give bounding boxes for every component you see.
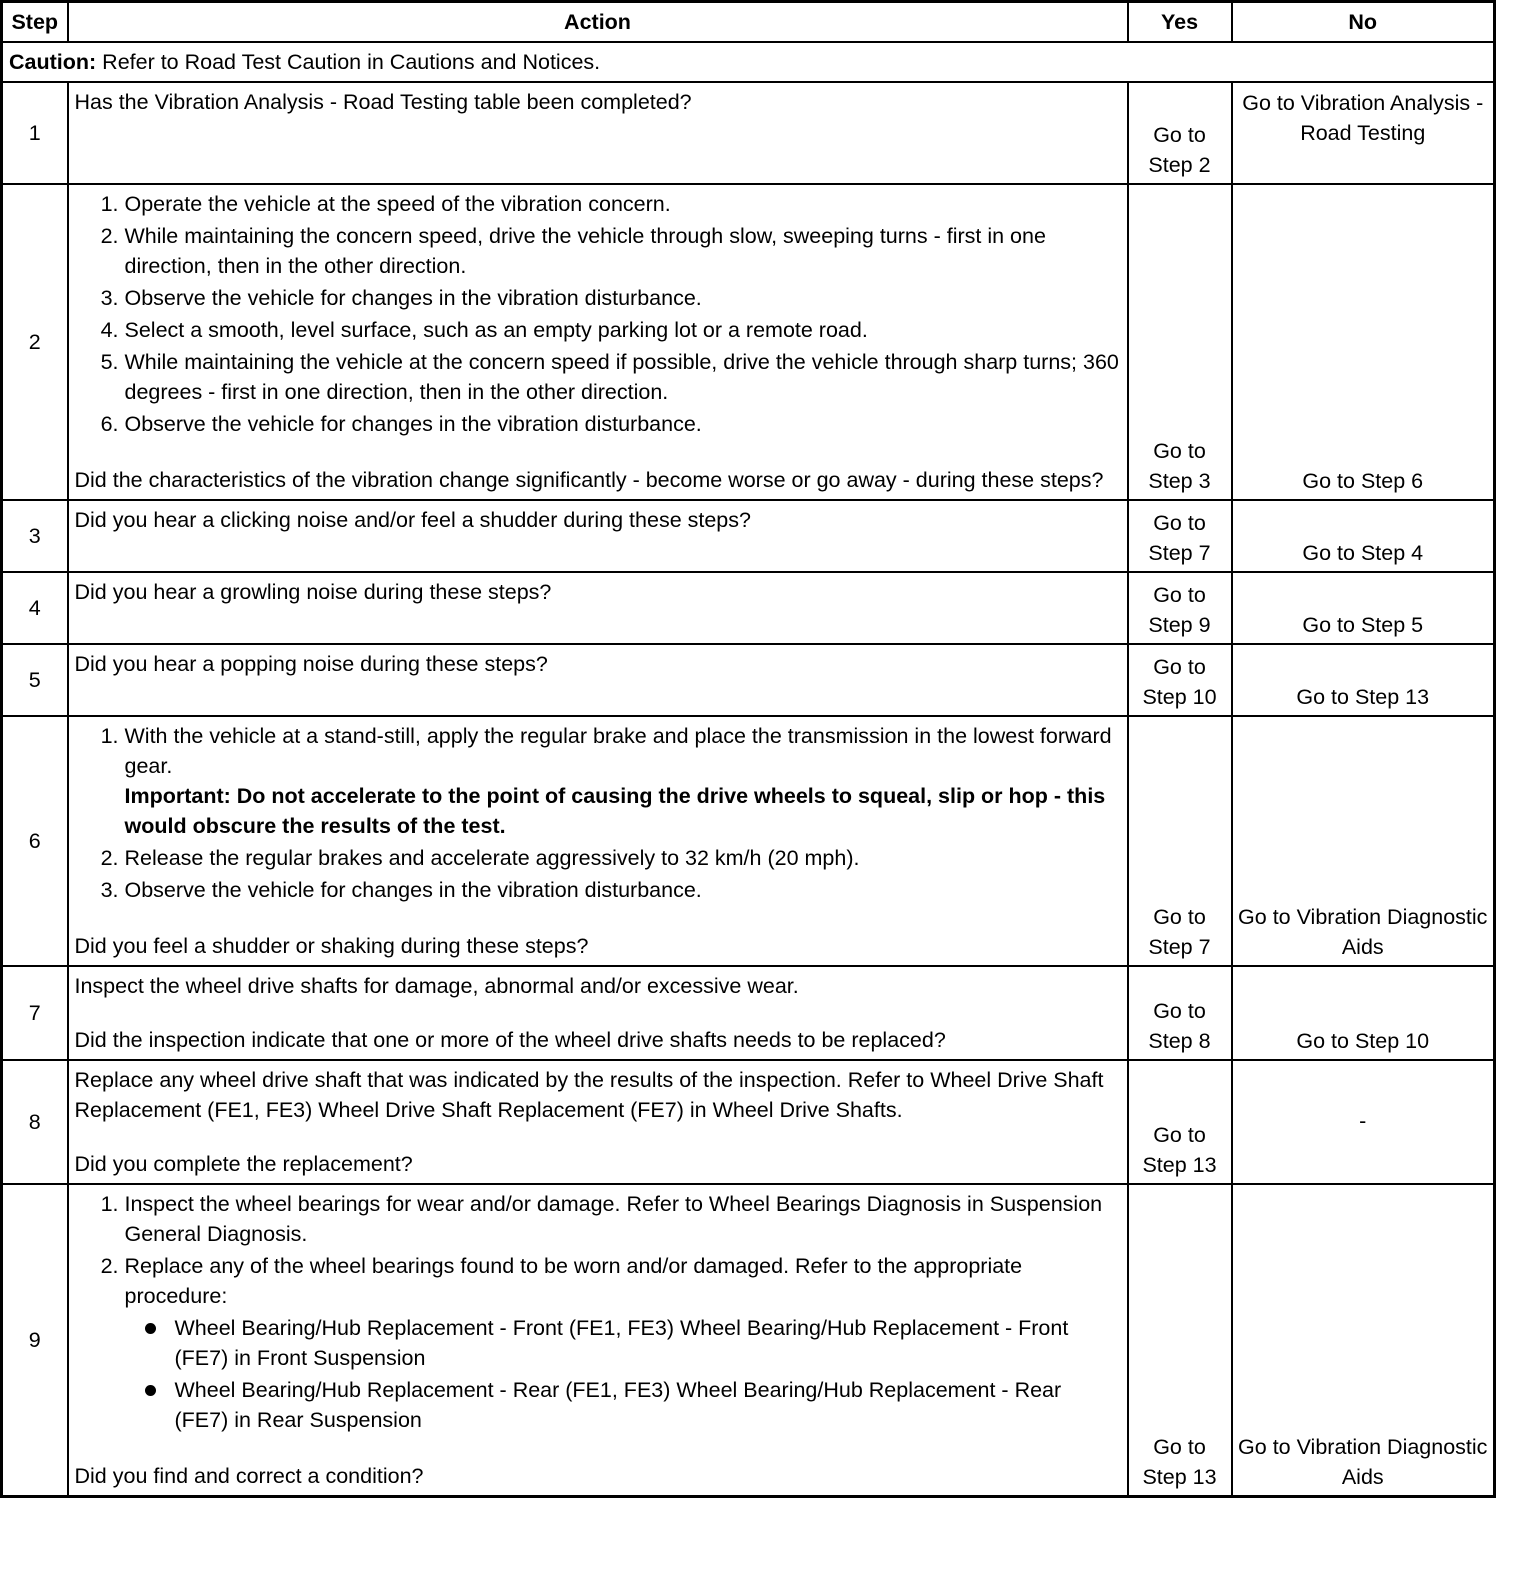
caution-text: Refer to Road Test Caution in Cautions and Notices. (96, 50, 601, 74)
question-text: Did the characteristics of the vibration change significantly - become worse or go away - during these steps? (74, 468, 1104, 492)
caution-cell (2, 42, 1495, 82)
no-cell: Go to Step 6 (1232, 184, 1495, 500)
intro-text: Replace any wheel drive shaft that was indicated by the results of the inspection. Refer to Wheel Drive Shaft Replacement (FE1, FE3) Wheel Drive Shaft Replacement (FE7) in Wheel Drive Shafts. (74, 1068, 1104, 1122)
yes-cell: Go to Step 10 (1128, 644, 1232, 716)
no-cell: Go to Step 13 (1232, 644, 1495, 716)
yes-cell: Go to Step 9 (1128, 572, 1232, 644)
no-cell: Go to Step 4 (1232, 500, 1495, 572)
list-item: 1. Operate the vehicle at the speed of the vibration concern. (125, 189, 1121, 219)
list-item: 2. Release the regular brakes and accelerate aggressively to 32 km/h (20 mph). (125, 843, 1121, 873)
action-cell (68, 572, 1128, 644)
caution-label: Caution: (9, 50, 97, 74)
action-cell (68, 644, 1128, 716)
action-cell (68, 716, 1128, 966)
table-row (2, 966, 1495, 1060)
header-yes: Yes (1128, 2, 1232, 43)
list-item (125, 1251, 1121, 1435)
yes-cell: Go to Step 13 (1128, 1060, 1232, 1184)
table-row (2, 1184, 1495, 1497)
action-cell (68, 500, 1128, 572)
step-number: 5 (2, 644, 68, 716)
yes-cell: Go to Step 3 (1128, 184, 1232, 500)
intro-text: Inspect the wheel drive shafts for damage, abnormal and/or excessive wear. (74, 974, 799, 998)
table-row (2, 500, 1495, 572)
table-row (2, 82, 1495, 184)
question-text: Did you hear a popping noise during these steps? (74, 652, 548, 676)
list-item: 3. Observe the vehicle for changes in the vibration disturbance. (125, 283, 1121, 313)
yes-cell: Go to Step 7 (1128, 500, 1232, 572)
list-item-text: Replace any of the wheel bearings found to be worn and/or damaged. Refer to the appropriate procedure: (124, 1254, 1023, 1308)
action-cell (68, 82, 1128, 184)
action-cell (68, 1184, 1128, 1497)
header-action: Action (68, 2, 1128, 43)
list-item: 1. Inspect the wheel bearings for wear and/or damage. Refer to Wheel Bearings Diagnosis in Suspension General Diagnosis. (125, 1189, 1121, 1249)
step-number: 3 (2, 500, 68, 572)
no-cell: Go to Step 10 (1232, 966, 1495, 1060)
action-cell (68, 184, 1128, 500)
question-text: Did you feel a shudder or shaking during these steps? (74, 934, 589, 958)
step-number: 8 (2, 1060, 68, 1184)
table-row (2, 644, 1495, 716)
no-cell: Go to Vibration Diagnostic Aids (1232, 1184, 1495, 1497)
step-number: 9 (2, 1184, 68, 1497)
list-item-text: With the vehicle at a stand-still, apply the regular brake and place the transmission in the lowest forward gear. (124, 724, 1112, 778)
yes-cell: Go to Step 8 (1128, 966, 1232, 1060)
step-number: 1 (2, 82, 68, 184)
no-cell: - (1232, 1060, 1495, 1184)
step-number: 2 (2, 184, 68, 500)
header-step: Step (2, 2, 68, 43)
question-text: Did you find and correct a condition? (74, 1464, 424, 1488)
question-text: Did you hear a growling noise during these steps? (74, 580, 552, 604)
question-text: Has the Vibration Analysis - Road Testing table been completed? (74, 90, 692, 114)
yes-cell: Go to Step 13 (1128, 1184, 1232, 1497)
header-no: No (1232, 2, 1495, 43)
list-item: 4. Select a smooth, level surface, such as an empty parking lot or a remote road. (125, 315, 1121, 345)
step-number: 7 (2, 966, 68, 1060)
important-note: Important: Do not accelerate to the point of causing the drive wheels to squeal, slip or hop - this would obscure the results of the test. (124, 784, 1106, 838)
step-number: 4 (2, 572, 68, 644)
caution-row (2, 42, 1495, 82)
step-number: 6 (2, 716, 68, 966)
bullet-list (125, 1313, 1121, 1435)
table-row (2, 1060, 1495, 1184)
question-text: Did the inspection indicate that one or more of the wheel drive shafts needs to be replaced? (74, 1028, 946, 1052)
table-row (2, 572, 1495, 644)
procedure-list (75, 721, 1121, 905)
question-text: Did you complete the replacement? (74, 1152, 413, 1176)
bullet-item: Wheel Bearing/Hub Replacement - Rear (FE1, FE3) Wheel Bearing/Hub Replacement - Rear (FE7) in Rear Suspension (175, 1375, 1121, 1435)
list-item: 3. Observe the vehicle for changes in the vibration disturbance. (125, 875, 1121, 905)
no-cell: Go to Step 5 (1232, 572, 1495, 644)
list-item: 6. Observe the vehicle for changes in the vibration disturbance. (125, 409, 1121, 439)
list-item: 2. While maintaining the concern speed, drive the vehicle through slow, sweeping turns - first in one direction, then in the other direction. (125, 221, 1121, 281)
header-row (2, 2, 1495, 43)
list-item: 5. While maintaining the vehicle at the concern speed if possible, drive the vehicle through sharp turns; 360 degrees - first in one direction, then in the other direction. (125, 347, 1121, 407)
procedure-list (75, 1189, 1121, 1435)
question-text: Did you hear a clicking noise and/or feel a shudder during these steps? (74, 508, 751, 532)
table-row (2, 184, 1495, 500)
action-cell (68, 1060, 1128, 1184)
yes-cell: Go to Step 2 (1128, 82, 1232, 184)
bullet-item: Wheel Bearing/Hub Replacement - Front (FE1, FE3) Wheel Bearing/Hub Replacement - Front (FE7) in Front Suspension (175, 1313, 1121, 1373)
list-item (125, 721, 1121, 841)
table-row (2, 716, 1495, 966)
no-cell: Go to Vibration Diagnostic Aids (1232, 716, 1495, 966)
procedure-list (75, 189, 1121, 439)
no-cell: Go to Vibration Analysis - Road Testing (1232, 82, 1495, 184)
yes-cell: Go to Step 7 (1128, 716, 1232, 966)
action-cell (68, 966, 1128, 1060)
